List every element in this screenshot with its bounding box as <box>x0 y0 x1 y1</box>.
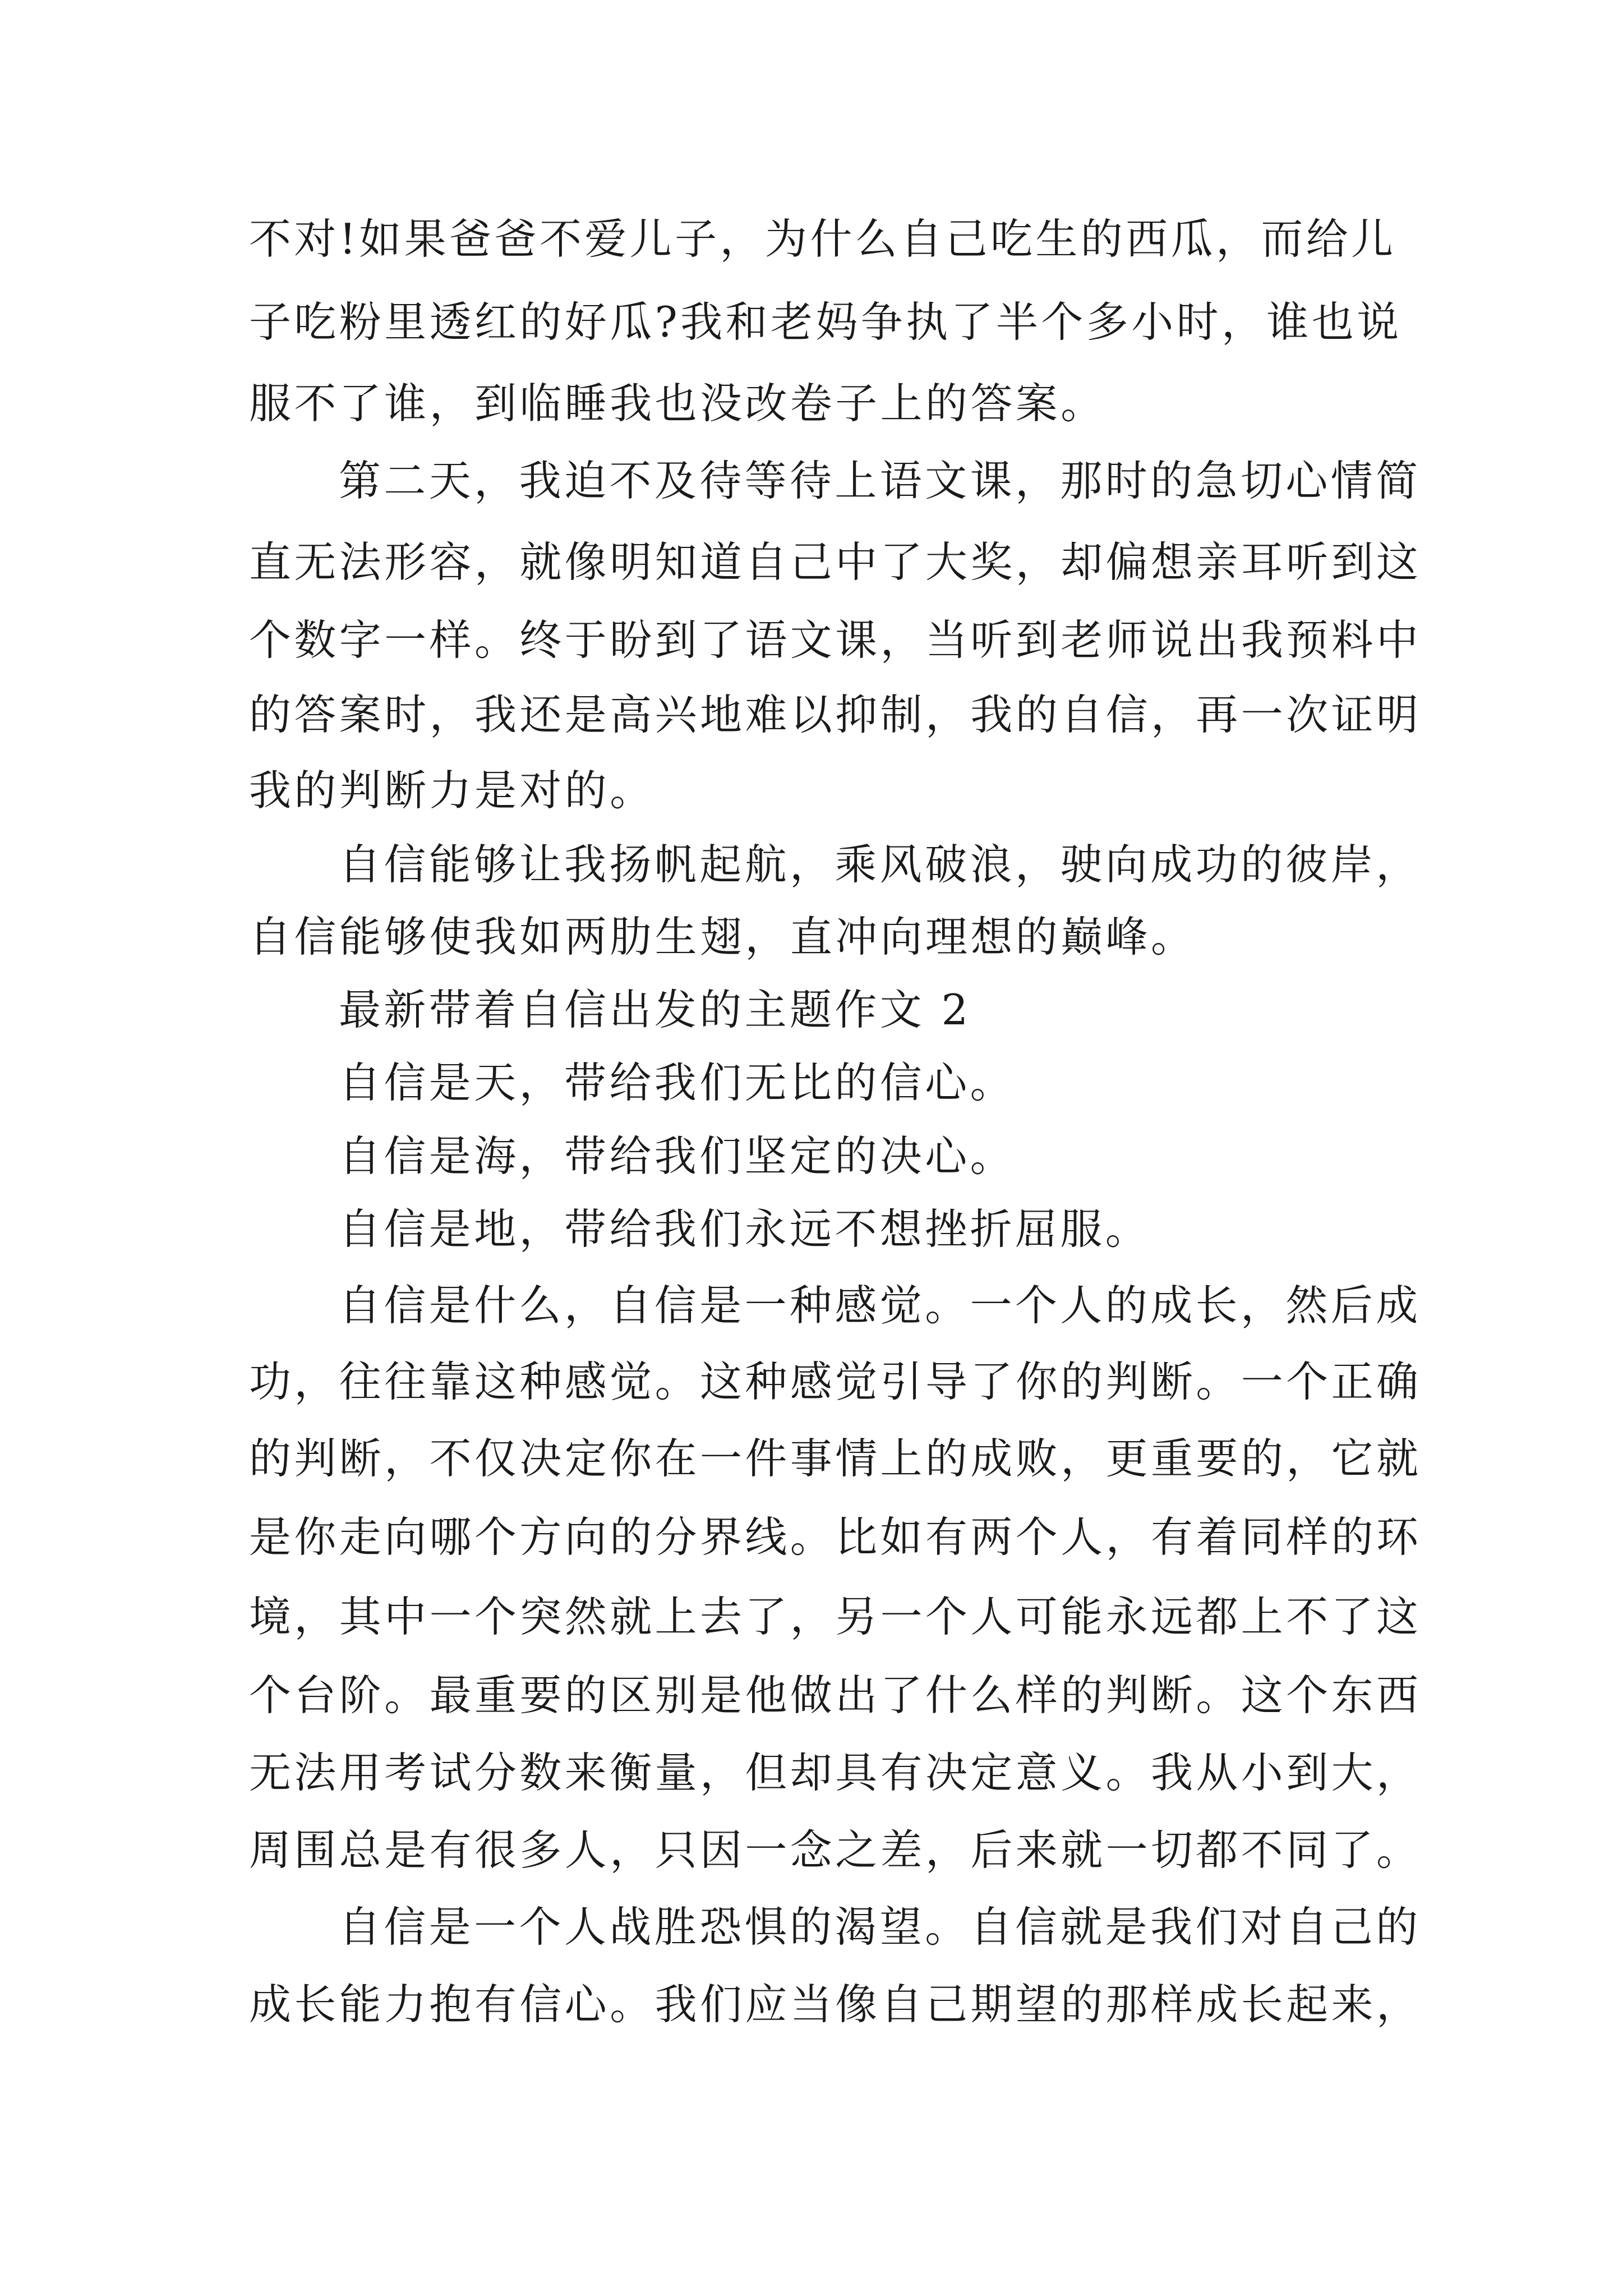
text-line: 周围总是有很多人，只因一念之差，后来就一切都不同了。 <box>249 1825 1422 1875</box>
text-line: 我的判断力是对的。 <box>249 766 655 815</box>
paragraph-start-line: 自信是一个人战胜恐惧的渴望。自信就是我们对自己的 <box>339 1902 1421 1952</box>
text-line: 自信能够使我如两肋生翅，直冲向理想的巅峰。 <box>249 912 1196 961</box>
paragraph-start-line: 自信是海，带给我们坚定的决心。 <box>339 1131 1016 1181</box>
section-heading: 最新带着自信出发的主题作文 2 <box>339 985 971 1034</box>
text-line: 直无法形容，就像明知道自己中了大奖，却偏想亲耳听到这 <box>249 537 1422 587</box>
text-line: 个数字一样。终于盼到了语文课，当听到老师说出我预料中 <box>249 615 1422 665</box>
text-line: 的判断，不仅决定你在一件事情上的成败，更重要的，它就 <box>249 1434 1422 1483</box>
text-line: 个台阶。最重要的区别是他做出了什么样的判断。这个东西 <box>249 1671 1422 1720</box>
paragraph-start-line: 自信是天，带给我们无比的信心。 <box>339 1058 1016 1107</box>
paragraph-start-line: 自信能够让我扬帆起航，乘风破浪，驶向成功的彼岸， <box>339 840 1421 889</box>
text-line: 不对!如果爸爸不爱儿子，为什么自己吃生的西瓜，而给儿 <box>249 214 1396 264</box>
text-line: 成长能力抱有信心。我们应当像自己期望的那样成长起来， <box>249 1980 1422 2029</box>
text-line: 服不了谁，到临睡我也没改卷子上的答案。 <box>249 379 1106 428</box>
paragraph-start-line: 自信是什么，自信是一种感觉。一个人的成长，然后成 <box>339 1281 1421 1330</box>
text-line: 功，往往靠这种感觉。这种感觉引导了你的判断。一个正确 <box>249 1357 1422 1406</box>
text-line: 子吃粉里透红的好瓜?我和老妈争执了半个多小时，谁也说 <box>249 297 1402 347</box>
text-line: 境，其中一个突然就上去了，另一个人可能永远都上不了这 <box>249 1592 1422 1641</box>
text-line: 无法用考试分数来衡量，但却具有决定意义。我从小到大， <box>249 1748 1422 1797</box>
paragraph-start-line: 自信是地，带给我们永远不想挫折屈服。 <box>339 1204 1151 1254</box>
paragraph-start-line: 第二天，我迫不及待等待上语文课，那时的急切心情简 <box>339 456 1421 505</box>
text-line: 的答案时，我还是高兴地难以抑制，我的自信，再一次证明 <box>249 690 1422 739</box>
text-line: 是你走向哪个方向的分界线。比如有两个人，有着同样的环 <box>249 1512 1422 1562</box>
